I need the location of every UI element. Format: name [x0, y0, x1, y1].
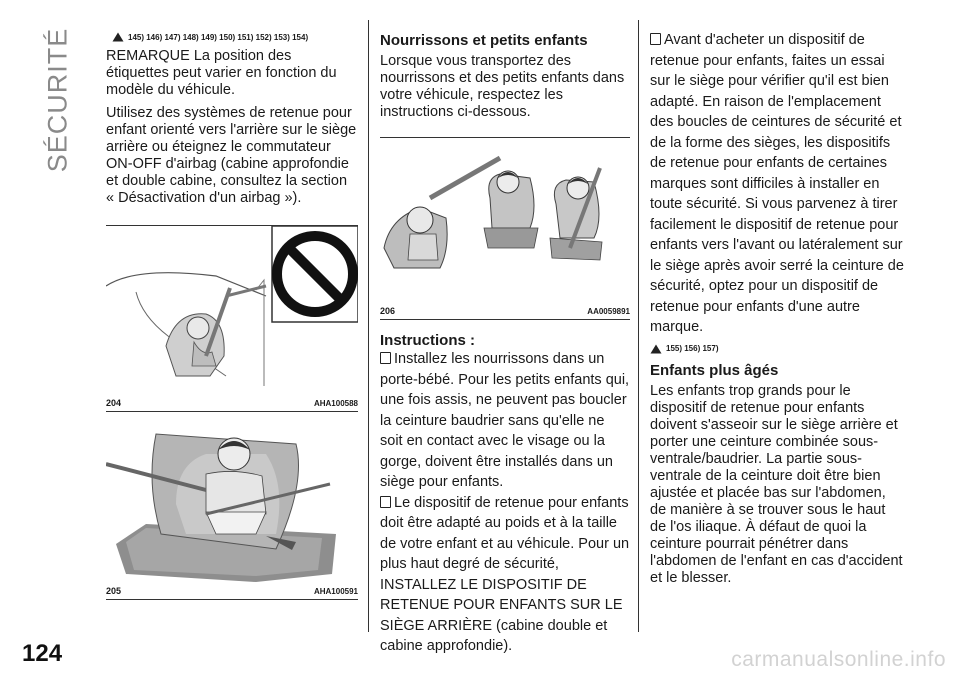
figure-number: 205 [106, 586, 122, 596]
instructions-heading: Instructions : [380, 332, 476, 349]
figure-code: AA0059891 [587, 306, 630, 316]
section-heading: Nourrissons et petits enfants [380, 32, 588, 49]
figure-204-image [106, 226, 358, 394]
instruction-item [380, 493, 630, 657]
instruction-item [380, 349, 630, 493]
warning-ref [112, 32, 358, 42]
figure-205-image [106, 424, 358, 584]
figure-number: 204 [106, 398, 122, 408]
airbag-paragraph: Utilisez des systèmes de retenue pour enfant orienté vers l'arrière sur le siège arrière ou éteignez le commutateur ON-OFF d'airbag (cabine approfondie et double cabine, consultez la section « Désactivation d'un airbag »). [106, 105, 357, 206]
figure-206-image [380, 138, 630, 302]
warning-ref-text: 145) 146) 147) 148) 149) 150) 151) 152) 153) 154) [128, 32, 309, 42]
column-divider [368, 20, 369, 632]
column-divider [638, 20, 639, 632]
warning-ref [650, 344, 904, 354]
watermark: carmanualsonline.info [731, 648, 946, 671]
instruction-text: Installez les nourrissons dans un porte-bébé. Pour les petits enfants qui, une fois assis, ne peuvent pas boucler la ceinture baudrier sans qu'elle ne soit en contact avec le visage ou la gorge, doivent être installés dans un siège pour enfants. [380, 351, 630, 490]
checkbox-bullet-icon [650, 33, 661, 45]
column-3 [650, 30, 904, 587]
warning-ref-text: 155) 156) 157) [666, 344, 719, 353]
figure-206-caption [380, 304, 630, 320]
instruction-text: Avant d'acheter un dispositif de retenue pour enfants, faites un essai sur le siège pour vérifier qu'il est bien adapté. En raison de l'emplacement des boucles de ceintures de sécurité et de la forme des sièges, les dispositifs de retenue pour enfants de certaines marques sont difficiles à installer en toute sécurité. Si vous parvenez à tirer facilement le dispositif de retenue pour enfants vers l'avant ou latéralement sur le siège après avoir serré la ceinture de sécurité, optez pour un dispositif de retenue pour enfants d'une autre marque. [650, 32, 904, 335]
instruction-text: Le dispositif de retenue pour enfants doit être adapté au poids et à la taille de votre enfant et au véhicule. Pour un plus haut degré de sécurité, INSTALLEZ LE DISPOSITIF DE RETENUE POUR ENFANTS SUR LE SIÈGE ARRIÈRE (cabine double et cabine approfondie). [380, 494, 630, 654]
figure-204 [106, 225, 358, 396]
warning-triangle-icon [650, 344, 662, 354]
remarque-text: REMARQUE La position des étiquettes peut varier en fonction du modèle du véhicule. [106, 48, 337, 98]
figure-205 [106, 424, 358, 584]
figure-code: AHA100588 [313, 398, 358, 408]
intro-paragraph: Lorsque vous transportez des nourrissons et des petits enfants dans votre véhicule, respectez les instructions ci-dessous. [380, 53, 625, 120]
section-title-text: SÉCURITÉ [42, 27, 73, 173]
older-children-paragraph: Les enfants trop grands pour le dispositif de retenue pour enfants doivent s'asseoir sur le siège arrière et porter une ceinture combinée sous-ventrale/baudrier. La partie sous-ventrale de la ceinture doit être bien ajustée et placée bas sur l'abdomen, de manière à se trouver sous le haut de l'os iliaque. À défaut de quoi la ceinture pourrait pénétrer dans l'abdomen de l'enfant en cas d'accident et le blesser. [650, 382, 903, 586]
warning-triangle-icon [112, 32, 124, 42]
section-heading: Enfants plus âgés [650, 361, 779, 379]
figure-code: AHA100591 [313, 586, 358, 596]
checkbox-bullet-icon [380, 496, 391, 508]
checkbox-bullet-icon [380, 352, 391, 364]
section-title [38, 20, 78, 180]
column-2 [380, 32, 630, 657]
instruction-item [650, 30, 904, 338]
figure-204-caption [106, 396, 358, 412]
column-1 [106, 28, 358, 600]
figure-206 [380, 137, 630, 304]
page-number: 124 [22, 640, 63, 667]
figure-205-caption [106, 584, 358, 600]
figure-number: 206 [380, 306, 396, 316]
